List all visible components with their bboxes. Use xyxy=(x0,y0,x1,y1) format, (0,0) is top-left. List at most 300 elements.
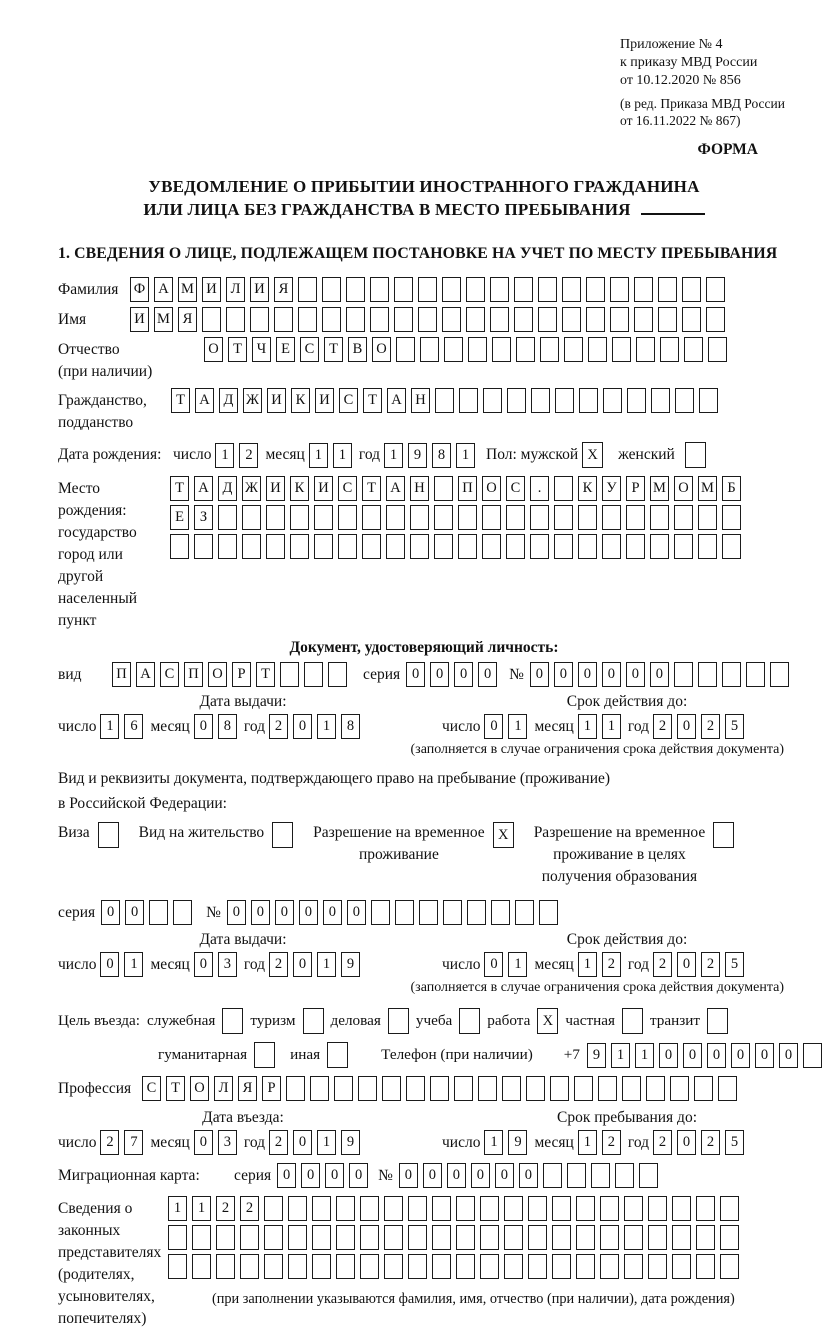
char-cell: 0 xyxy=(602,662,621,687)
char-cell: И xyxy=(267,388,286,413)
char-cell xyxy=(371,900,390,925)
char-cell: 0 xyxy=(349,1163,368,1188)
char-cell xyxy=(467,900,486,925)
char-cell: 0 xyxy=(125,900,144,925)
char-cell xyxy=(602,534,621,559)
char-cell: 1 xyxy=(578,952,597,977)
char-cell xyxy=(562,307,581,332)
char-cell xyxy=(698,662,717,687)
stay-until-heading: Срок пребывания до: xyxy=(557,1109,697,1126)
char-cell xyxy=(514,277,533,302)
char-cell xyxy=(502,1076,521,1101)
representatives-note: (при заполнении указываются фамилия, имя, отчество (при наличии), дата рождения) xyxy=(212,1291,735,1307)
purpose-study-label: учеба xyxy=(415,1012,453,1029)
char-cell xyxy=(242,534,261,559)
char-cell xyxy=(442,307,461,332)
residence-doc-series-row xyxy=(58,900,790,925)
char-cell xyxy=(170,534,189,559)
char-cell xyxy=(504,1225,523,1250)
year-label: год xyxy=(627,1133,650,1151)
char-cell xyxy=(216,1254,235,1279)
representatives-label: Сведения о законных представителях (родителях, усыновителях, попечителях) xyxy=(58,1200,162,1327)
char-cell: И xyxy=(315,388,334,413)
char-cell: И xyxy=(266,476,285,501)
char-cell xyxy=(396,337,415,362)
char-cell: М xyxy=(698,476,717,501)
char-cell xyxy=(456,1254,475,1279)
char-cell xyxy=(480,1196,499,1221)
char-cell xyxy=(507,388,526,413)
char-cell xyxy=(586,307,605,332)
char-cell: 2 xyxy=(701,1130,720,1155)
char-cell: У xyxy=(602,476,621,501)
char-cell xyxy=(528,1254,547,1279)
char-cell xyxy=(600,1225,619,1250)
char-cell xyxy=(708,337,727,362)
annex-line: от 10.12.2020 № 856 xyxy=(620,73,741,88)
month-label: месяц xyxy=(534,1133,574,1151)
citizenship-row xyxy=(58,388,790,434)
issue-day-cells xyxy=(100,952,143,977)
char-cell xyxy=(408,1196,427,1221)
purpose-private-label: частная xyxy=(565,1012,615,1029)
char-cell: 0 xyxy=(293,952,312,977)
entry-year-cells xyxy=(269,1130,360,1155)
expiry-note: (заполняется в случае ограничения срока действия документа) xyxy=(410,980,784,995)
char-cell: 1 xyxy=(578,714,597,739)
residence-doc-options xyxy=(58,822,790,888)
char-cell: 1 xyxy=(384,443,403,468)
char-cell xyxy=(346,307,365,332)
char-cell: Ч xyxy=(252,337,271,362)
char-cell: Р xyxy=(262,1076,281,1101)
char-cell xyxy=(434,505,453,530)
char-cell xyxy=(598,1076,617,1101)
char-cell xyxy=(554,476,573,501)
char-cell: 2 xyxy=(240,1196,259,1221)
char-cell xyxy=(288,1225,307,1250)
char-cell xyxy=(360,1254,379,1279)
char-cell: 1 xyxy=(635,1043,654,1068)
char-cell: 0 xyxy=(554,662,573,687)
char-cell: 1 xyxy=(317,952,336,977)
char-cell: 0 xyxy=(484,714,503,739)
identity-doc-series-cells xyxy=(406,662,497,687)
char-cell xyxy=(648,1254,667,1279)
char-cell: Н xyxy=(410,476,429,501)
residence-doc-series-cells xyxy=(101,900,192,925)
char-cell: 5 xyxy=(725,1130,744,1155)
char-cell xyxy=(454,1076,473,1101)
char-cell: 0 xyxy=(194,714,213,739)
char-cell xyxy=(322,307,341,332)
char-cell xyxy=(646,1076,665,1101)
patronymic-row xyxy=(58,337,790,383)
birth-place-cells-row1 xyxy=(170,476,741,501)
char-cell xyxy=(242,505,261,530)
char-cell: Т xyxy=(363,388,382,413)
char-cell xyxy=(722,534,741,559)
char-cell xyxy=(458,505,477,530)
char-cell xyxy=(482,505,501,530)
section1-heading: 1. СВЕДЕНИЯ О ЛИЦЕ, ПОДЛЕЖАЩЕМ ПОСТАНОВКЕ НА УЧЕТ ПО МЕСТУ ПРЕБЫВАНИЯ xyxy=(58,245,778,262)
char-cell xyxy=(266,534,285,559)
char-cell: 1 xyxy=(611,1043,630,1068)
char-cell: К xyxy=(291,388,310,413)
char-cell xyxy=(266,505,285,530)
char-cell xyxy=(576,1254,595,1279)
char-cell: 0 xyxy=(519,1163,538,1188)
char-cell: 5 xyxy=(725,952,744,977)
annex-line: Приложение № 4 xyxy=(620,37,723,52)
char-cell xyxy=(346,277,365,302)
char-cell: 1 xyxy=(333,443,352,468)
char-cell xyxy=(530,505,549,530)
purpose-transit-label: транзит xyxy=(649,1012,701,1029)
profession-row xyxy=(58,1076,790,1101)
char-cell xyxy=(312,1225,331,1250)
purpose-business-checkbox xyxy=(222,1008,243,1034)
char-cell xyxy=(149,900,168,925)
annex-reference-block xyxy=(620,36,790,129)
temporary-permit-option: Разрешение на временное проживание X xyxy=(313,822,514,866)
char-cell: 9 xyxy=(508,1130,527,1155)
form-label: ФОРМА xyxy=(697,141,758,158)
char-cell xyxy=(538,307,557,332)
char-cell: 0 xyxy=(251,900,270,925)
char-cell xyxy=(602,505,621,530)
number-label: № xyxy=(378,1166,393,1184)
char-cell xyxy=(706,307,725,332)
char-cell xyxy=(626,534,645,559)
char-cell xyxy=(564,337,583,362)
char-cell xyxy=(610,277,629,302)
char-cell xyxy=(492,337,511,362)
char-cell: 0 xyxy=(495,1163,514,1188)
char-cell xyxy=(591,1163,610,1188)
entry-date-heading: Дата въезда: xyxy=(202,1109,284,1126)
char-cell xyxy=(526,1076,545,1101)
char-cell xyxy=(612,337,631,362)
char-cell xyxy=(803,1043,822,1068)
char-cell xyxy=(696,1225,715,1250)
year-label: год xyxy=(243,1133,266,1151)
char-cell xyxy=(674,662,693,687)
title-blank-underline xyxy=(641,213,705,215)
char-cell: О xyxy=(190,1076,209,1101)
char-cell xyxy=(648,1225,667,1250)
char-cell: С xyxy=(338,476,357,501)
char-cell: С xyxy=(339,388,358,413)
annex-edit-line: от 16.11.2022 № 867) xyxy=(620,113,741,128)
char-cell xyxy=(684,337,703,362)
char-cell xyxy=(639,1163,658,1188)
char-cell xyxy=(384,1254,403,1279)
char-cell: А xyxy=(387,388,406,413)
char-cell xyxy=(338,505,357,530)
char-cell xyxy=(304,662,323,687)
issue-month-cells xyxy=(194,952,237,977)
title-line-2: ИЛИ ЛИЦА БЕЗ ГРАЖДАНСТВА В МЕСТО ПРЕБЫВАНИЯ xyxy=(58,198,790,221)
char-cell xyxy=(264,1254,283,1279)
month-label: месяц xyxy=(150,717,190,735)
char-cell xyxy=(314,505,333,530)
stay-day-cells xyxy=(484,1130,527,1155)
char-cell xyxy=(718,1076,737,1101)
char-cell: Н xyxy=(411,388,430,413)
char-cell xyxy=(699,388,718,413)
month-label: месяц xyxy=(534,717,574,735)
char-cell xyxy=(615,1163,634,1188)
char-cell: С xyxy=(300,337,319,362)
char-cell xyxy=(672,1254,691,1279)
char-cell: А xyxy=(195,388,214,413)
year-label: год xyxy=(627,717,650,735)
char-cell: И xyxy=(314,476,333,501)
char-cell xyxy=(298,307,317,332)
birth-date-label: Дата рождения: xyxy=(58,446,162,463)
char-cell xyxy=(552,1196,571,1221)
char-cell xyxy=(458,534,477,559)
char-cell xyxy=(722,662,741,687)
char-cell: 0 xyxy=(194,952,213,977)
char-cell xyxy=(290,534,309,559)
identity-doc-dates xyxy=(58,693,790,739)
char-cell: 1 xyxy=(578,1130,597,1155)
char-cell: Д xyxy=(218,476,237,501)
char-cell: 0 xyxy=(430,662,449,687)
sex-female-label: женский xyxy=(618,446,675,463)
char-cell xyxy=(334,1076,353,1101)
char-cell xyxy=(280,662,299,687)
char-cell xyxy=(531,388,550,413)
char-cell: 2 xyxy=(602,1130,621,1155)
char-cell xyxy=(675,388,694,413)
stay-year-cells xyxy=(653,1130,744,1155)
char-cell xyxy=(394,277,413,302)
purpose-tourism-label: туризм xyxy=(250,1012,296,1029)
char-cell xyxy=(192,1225,211,1250)
char-cell xyxy=(370,307,389,332)
char-cell xyxy=(408,1225,427,1250)
purpose-commercial-checkbox xyxy=(388,1008,409,1034)
char-cell xyxy=(538,277,557,302)
char-cell xyxy=(444,337,463,362)
char-cell xyxy=(696,1254,715,1279)
char-cell: О xyxy=(482,476,501,501)
char-cell xyxy=(432,1196,451,1221)
char-cell: 9 xyxy=(341,1130,360,1155)
char-cell xyxy=(336,1196,355,1221)
education-permit-option: Разрешение на временное проживание в целях получения образования xyxy=(534,822,735,888)
char-cell: 1 xyxy=(484,1130,503,1155)
char-cell: 0 xyxy=(484,952,503,977)
char-cell xyxy=(419,900,438,925)
day-label: число xyxy=(442,955,481,973)
char-cell xyxy=(274,307,293,332)
char-cell: 2 xyxy=(100,1130,119,1155)
char-cell xyxy=(410,505,429,530)
char-cell: 1 xyxy=(317,714,336,739)
char-cell xyxy=(418,307,437,332)
char-cell xyxy=(658,277,677,302)
char-cell: 2 xyxy=(602,952,621,977)
char-cell xyxy=(550,1076,569,1101)
char-cell xyxy=(382,1076,401,1101)
char-cell: 0 xyxy=(478,662,497,687)
char-cell xyxy=(610,307,629,332)
char-cell: 1 xyxy=(508,714,527,739)
char-cell: 0 xyxy=(677,714,696,739)
birth-place-cells-row2 xyxy=(170,505,741,530)
char-cell: Т xyxy=(324,337,343,362)
year-label: год xyxy=(243,955,266,973)
char-cell: 0 xyxy=(299,900,318,925)
char-cell xyxy=(298,277,317,302)
char-cell xyxy=(250,307,269,332)
char-cell xyxy=(567,1163,586,1188)
char-cell xyxy=(288,1254,307,1279)
char-cell xyxy=(674,505,693,530)
char-cell: О xyxy=(372,337,391,362)
char-cell: Я xyxy=(238,1076,257,1101)
phone-cells xyxy=(587,1043,822,1068)
char-cell: Л xyxy=(214,1076,233,1101)
char-cell xyxy=(288,1196,307,1221)
issue-date-heading: Дата выдачи: xyxy=(199,693,287,710)
char-cell xyxy=(530,534,549,559)
char-cell: 8 xyxy=(432,443,451,468)
char-cell: 1 xyxy=(168,1196,187,1221)
char-cell: 1 xyxy=(602,714,621,739)
char-cell xyxy=(480,1225,499,1250)
char-cell: 0 xyxy=(578,662,597,687)
issue-year-cells xyxy=(269,952,360,977)
char-cell: 6 xyxy=(124,714,143,739)
char-cell xyxy=(360,1196,379,1221)
char-cell xyxy=(314,534,333,559)
char-cell xyxy=(624,1254,643,1279)
char-cell: 0 xyxy=(101,900,120,925)
char-cell xyxy=(650,534,669,559)
temporary-permit-checkbox: X xyxy=(493,822,514,848)
month-label: месяц xyxy=(150,1133,190,1151)
char-cell: Я xyxy=(274,277,293,302)
char-cell xyxy=(514,307,533,332)
visit-purpose-row-2 xyxy=(158,1042,793,1068)
month-label: месяц xyxy=(265,446,305,463)
char-cell: Е xyxy=(170,505,189,530)
char-cell xyxy=(698,505,717,530)
char-cell: О xyxy=(674,476,693,501)
char-cell xyxy=(636,337,655,362)
char-cell: 8 xyxy=(218,714,237,739)
char-cell: 0 xyxy=(293,1130,312,1155)
char-cell: 0 xyxy=(399,1163,418,1188)
char-cell xyxy=(504,1196,523,1221)
char-cell: . xyxy=(530,476,549,501)
expiry-year-cells xyxy=(653,952,744,977)
char-cell xyxy=(554,505,573,530)
char-cell: М xyxy=(650,476,669,501)
char-cell: 0 xyxy=(683,1043,702,1068)
char-cell xyxy=(322,277,341,302)
char-cell: 2 xyxy=(269,1130,288,1155)
char-cell xyxy=(770,662,789,687)
phone-label: Телефон (при наличии) xyxy=(381,1046,533,1063)
char-cell xyxy=(624,1196,643,1221)
char-cell: 1 xyxy=(309,443,328,468)
expiry-date-heading: Срок действия до: xyxy=(566,931,688,948)
char-cell: 2 xyxy=(653,952,672,977)
stay-month-cells xyxy=(578,1130,621,1155)
char-cell xyxy=(386,505,405,530)
char-cell: И xyxy=(130,307,149,332)
identity-doc-row xyxy=(58,662,790,687)
char-cell xyxy=(442,277,461,302)
phone-prefix: +7 xyxy=(563,1046,580,1063)
entry-day-cells xyxy=(100,1130,143,1155)
char-cell xyxy=(362,534,381,559)
char-cell xyxy=(312,1196,331,1221)
char-cell xyxy=(312,1254,331,1279)
purpose-private-checkbox xyxy=(622,1008,643,1034)
char-cell xyxy=(192,1254,211,1279)
residence-doc-number-cells xyxy=(227,900,558,925)
char-cell: Т xyxy=(228,337,247,362)
char-cell: З xyxy=(194,505,213,530)
char-cell: 0 xyxy=(227,900,246,925)
expiry-month-cells xyxy=(578,714,621,739)
char-cell: Ж xyxy=(242,476,261,501)
char-cell: 0 xyxy=(454,662,473,687)
purpose-study-checkbox xyxy=(459,1008,480,1034)
char-cell xyxy=(648,1196,667,1221)
char-cell xyxy=(672,1225,691,1250)
char-cell xyxy=(430,1076,449,1101)
char-cell: 1 xyxy=(456,443,475,468)
char-cell xyxy=(698,534,717,559)
purpose-tourism-checkbox xyxy=(303,1008,324,1034)
char-cell xyxy=(674,534,693,559)
char-cell xyxy=(576,1196,595,1221)
char-cell: 0 xyxy=(707,1043,726,1068)
char-cell xyxy=(603,388,622,413)
char-cell: 2 xyxy=(653,1130,672,1155)
char-cell: Т xyxy=(166,1076,185,1101)
char-cell xyxy=(264,1196,283,1221)
char-cell: 0 xyxy=(277,1163,296,1188)
char-cell xyxy=(410,534,429,559)
char-cell xyxy=(626,505,645,530)
char-cell xyxy=(720,1225,739,1250)
char-cell xyxy=(456,1196,475,1221)
purpose-humanitarian-checkbox xyxy=(254,1042,275,1068)
char-cell: 2 xyxy=(269,714,288,739)
purpose-work-label: работа xyxy=(487,1012,531,1029)
char-cell: Я xyxy=(178,307,197,332)
char-cell: 9 xyxy=(341,952,360,977)
profession-cells xyxy=(142,1076,737,1101)
month-label: месяц xyxy=(150,955,190,973)
char-cell: 5 xyxy=(725,714,744,739)
surname-label: Фамилия xyxy=(58,280,119,298)
char-cell xyxy=(216,1225,235,1250)
char-cell xyxy=(539,900,558,925)
char-cell xyxy=(218,534,237,559)
annex-line: к приказу МВД России xyxy=(620,55,758,70)
char-cell: 1 xyxy=(317,1130,336,1155)
